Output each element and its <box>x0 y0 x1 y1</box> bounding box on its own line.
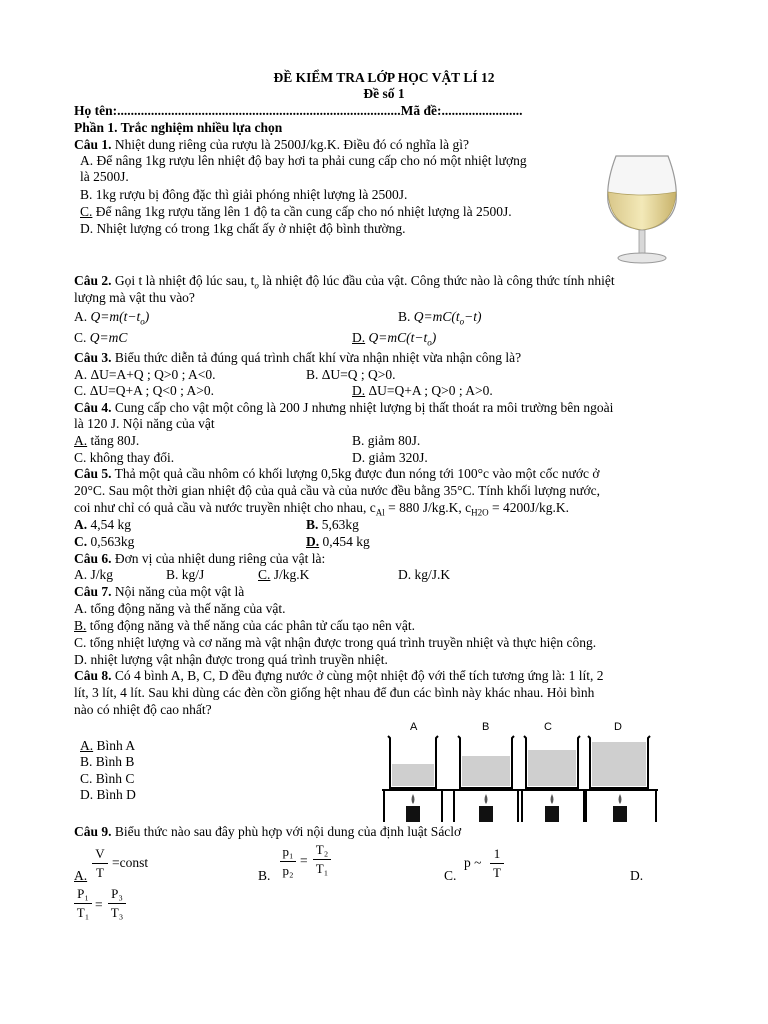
alcohol-lamps <box>406 794 627 822</box>
option-text: 5,63kg <box>318 517 359 532</box>
question-label: Câu 6. <box>74 551 112 566</box>
q2-option-b <box>398 309 481 330</box>
subscript: Al <box>375 507 385 518</box>
question-text: Cung cấp cho vật một công là 200 J nhưng nhiệt lượng bị thất thoát ra môi trường bên ngoài <box>111 400 614 415</box>
option-key: A. <box>74 309 88 324</box>
q8-option-c: C. Bình C <box>80 771 135 786</box>
q9-b-fraction-1 <box>280 844 296 879</box>
answer-key: D. <box>352 330 366 345</box>
q2-option-a <box>74 309 149 330</box>
option-text: 0,563kg <box>87 534 135 549</box>
formula: Q=mC(t <box>413 309 460 324</box>
q9-c-fraction <box>490 846 504 881</box>
question-9 <box>74 824 461 840</box>
denominator: T <box>493 865 501 880</box>
option-text: J/kg.K <box>270 567 310 582</box>
answer-key: D. <box>306 534 320 549</box>
q1-option-c <box>80 204 512 220</box>
q5-option-c <box>74 534 134 550</box>
q9-a-rhs: =const <box>112 855 149 870</box>
formula: Q=mC(t−t <box>368 330 428 345</box>
option-text: tổng động năng và thế năng của các phân tử cấu tạo nên vật. <box>86 618 415 633</box>
question-8-cont: lít, 3 lít, 4 lít. Sau khi dùng các đèn cồn giống hệt nhau để đun các bình này khác nhau. Hỏi bình <box>74 685 595 700</box>
q7-option-d: D. nhiệt lượng vật nhận được trong quá trình truyền nhiệt. <box>74 652 388 667</box>
q6-option-b: B. kg/J <box>166 567 205 582</box>
subscript: o <box>427 337 432 348</box>
text: = 880 J/kg.K, c <box>384 500 472 515</box>
question-text: Có 4 bình A, B, C, D đều đựng nước ở cùng một nhiệt độ với thể tích tương ứng là: 1 lít, 2 <box>111 668 604 683</box>
question-5 <box>74 466 599 482</box>
name-line: Họ tên:....................................................................................Mã đề:........................ <box>74 103 523 118</box>
numerator: P₁ <box>77 886 89 901</box>
equals-sign: = <box>95 897 103 912</box>
subscript: H2O <box>471 507 489 518</box>
question-text: Nhiệt dung riêng của rượu là 2500J/kg.K. Điều đó có nghĩa là gì? <box>111 137 470 152</box>
denominator: T₁ <box>76 905 90 920</box>
question-label: Câu 4. <box>74 400 112 415</box>
option-text: ΔU=Q+A ; Q>0 ; A>0. <box>365 383 493 398</box>
beaker-label-c: C <box>544 721 552 733</box>
question-8 <box>74 668 604 684</box>
question-label: Câu 2. <box>74 273 112 288</box>
question-4-cont: là 120 J. Nội năng của vật <box>74 416 215 431</box>
option-key: B. <box>398 309 411 324</box>
text: = 4200J/kg.K. <box>488 500 570 515</box>
q1-option-a-cont: là 2500J. <box>80 169 129 184</box>
question-label: Câu 1. <box>74 137 112 152</box>
answer-key: A. <box>74 868 88 883</box>
question-label: Câu 7. <box>74 584 112 599</box>
page-title: ĐỀ KIỂM TRA LỚP HỌC VẬT LÍ 12 <box>273 70 495 85</box>
option-text: 4,54 kg <box>87 517 131 532</box>
q5-option-b <box>306 517 359 533</box>
q9-d-fraction-1 <box>74 886 92 921</box>
question-5-cont: 20°C. Sau một thời gian nhiệt độ của quả cầu và của nước đều bằng 35°C. Tính khối lượng nước, <box>74 483 600 498</box>
formula-end: −t) <box>464 309 482 324</box>
q8-option-b: B. Bình B <box>80 754 135 769</box>
question-6 <box>74 551 325 567</box>
beaker-label-b: B <box>482 721 490 733</box>
q7-option-c: C. tổng nhiệt lượng và cơ năng mà vật nhận được trong quá trình truyền nhiệt và thực hiện công. <box>74 635 597 650</box>
q9-option-c-key: C. <box>444 868 457 883</box>
text: coi như chỉ có quả cầu và nước truyền nhiệt cho nhau, c <box>74 500 376 515</box>
equals-sign: = <box>300 853 308 868</box>
q1-option-b: B. 1kg rượu bị đông đặc thì giải phóng nhiệt lượng là 2500J. <box>80 187 408 202</box>
denominator: T <box>96 865 104 880</box>
option-text: 0,454 kg <box>319 534 370 549</box>
option-key: B. <box>306 517 319 532</box>
question-text: Đơn vị của nhiệt dung riêng của vật là: <box>111 551 326 566</box>
beaker-label-d: D <box>614 721 622 733</box>
answer-key: A. <box>74 433 88 448</box>
subscript: o <box>254 280 259 291</box>
numerator: P₃ <box>111 886 123 901</box>
page-subtitle: Đề số 1 <box>363 86 405 101</box>
q8-option-d: D. Bình D <box>80 787 136 802</box>
beaker-label-a: A <box>410 721 418 733</box>
q1-option-a: A. Để nâng 1kg rượu lên nhiệt độ bay hơi ta phải cung cấp cho nó một nhiệt lượng <box>80 153 527 168</box>
answer-key: C. <box>258 567 271 582</box>
answer-key: A. <box>80 738 94 753</box>
question-text-cont: là nhiệt độ lúc đầu của vật. Công thức nào là công thức tính nhiệt <box>258 273 615 288</box>
section-heading: Phần 1. Trắc nghiệm nhiều lựa chọn <box>74 120 283 135</box>
denominator: T₃ <box>110 905 124 920</box>
q4-option-d: D. giảm 320J. <box>352 450 428 465</box>
q9-option-d-key: D. <box>630 868 644 883</box>
option-key: C. <box>74 330 87 345</box>
subscript: o <box>459 316 465 327</box>
beaker-a <box>388 736 438 788</box>
q3-option-d <box>352 383 493 399</box>
q5-option-d <box>306 534 370 550</box>
question-text: Gọi t là nhiệt độ lúc sau, t <box>111 273 255 288</box>
question-label: Câu 9. <box>74 824 112 839</box>
answer-key: C. <box>80 204 93 219</box>
question-label: Câu 3. <box>74 350 112 365</box>
q7-option-a: A. tổng động năng và thế năng của vật. <box>74 601 286 616</box>
q4-option-b: B. giảm 80J. <box>352 433 421 448</box>
q3-option-c: C. ΔU=Q+A ; Q<0 ; A>0. <box>74 383 215 398</box>
q1-option-d: D. Nhiệt lượng có trong 1kg chất ấy ở nhiệt độ bình thường. <box>80 221 406 236</box>
question-2-cont: lượng mà vật thu vào? <box>74 290 195 305</box>
q4-option-a <box>74 433 139 449</box>
question-4 <box>74 400 613 416</box>
answer-key: D. <box>352 383 366 398</box>
numerator: p₁ <box>282 844 294 859</box>
formula-end: ) <box>144 309 150 324</box>
denominator: T₁ <box>315 861 329 876</box>
q3-option-a: A. ΔU=A+Q ; Q>0 ; A<0. <box>74 367 216 382</box>
option-text: tăng 80J. <box>87 433 140 448</box>
question-text: Biểu thức nào sau đây phù hợp với nội dung của định luật Sáclơ <box>111 824 462 839</box>
numerator: 1 <box>493 846 501 861</box>
option-text: Bình A <box>93 738 136 753</box>
q3-option-b: B. ΔU=Q ; Q>0. <box>306 367 396 382</box>
question-label: Câu 8. <box>74 668 112 683</box>
q7-option-b <box>74 618 415 634</box>
option-text: Để nâng 1kg rượu tăng lên 1 độ ta cần cung cấp cho nó nhiệt lượng là 2500J. <box>92 204 512 219</box>
q6-option-c <box>258 567 309 583</box>
numerator: T₂ <box>315 842 329 857</box>
q9-b-fraction-2 <box>313 842 331 877</box>
question-3 <box>74 350 521 366</box>
q9-option-b-key: B. <box>258 868 271 883</box>
numerator: V <box>95 846 105 861</box>
q9-d-fraction-2 <box>108 886 126 921</box>
q2-option-c <box>74 330 127 346</box>
question-text: Biểu thức diễn tả đúng quá trình chất khí vừa nhận nhiệt vừa nhận công là? <box>111 350 522 365</box>
answer-key: B. <box>74 618 87 633</box>
question-8-cont2: nào có nhiệt độ cao nhất? <box>74 702 212 717</box>
wine-glass-image <box>596 152 688 266</box>
q9-c-lhs: p ~ <box>464 855 482 870</box>
formula: Q=m(t−t <box>90 309 141 324</box>
question-1 <box>74 137 469 153</box>
beakers-figure <box>378 718 662 824</box>
formula: Q=mC <box>89 330 128 345</box>
q9-a-fraction <box>92 846 108 881</box>
q9-option-a-key <box>74 868 87 884</box>
q6-option-d: D. kg/J.K <box>398 567 451 582</box>
question-text: Nội năng của một vật là <box>111 584 245 599</box>
subscript: o <box>140 316 145 327</box>
q5-option-a <box>74 517 131 533</box>
q6-option-a: A. J/kg <box>74 567 114 582</box>
option-key: A. <box>74 517 88 532</box>
formula-end: ) <box>431 330 437 345</box>
question-label: Câu 5. <box>74 466 112 481</box>
question-7 <box>74 584 244 600</box>
beaker-b <box>458 736 514 788</box>
beaker-c <box>524 736 580 788</box>
denominator: p₂ <box>282 863 294 878</box>
q2-option-d <box>352 330 436 351</box>
option-key: C. <box>74 534 88 549</box>
q8-option-a <box>80 738 135 754</box>
question-text: Thả một quả cầu nhôm có khối lượng 0,5kg được đun nóng tới 100°c vào một cốc nước ở <box>111 466 600 481</box>
q4-option-c: C. không thay đổi. <box>74 450 175 465</box>
beaker-d <box>588 736 650 788</box>
